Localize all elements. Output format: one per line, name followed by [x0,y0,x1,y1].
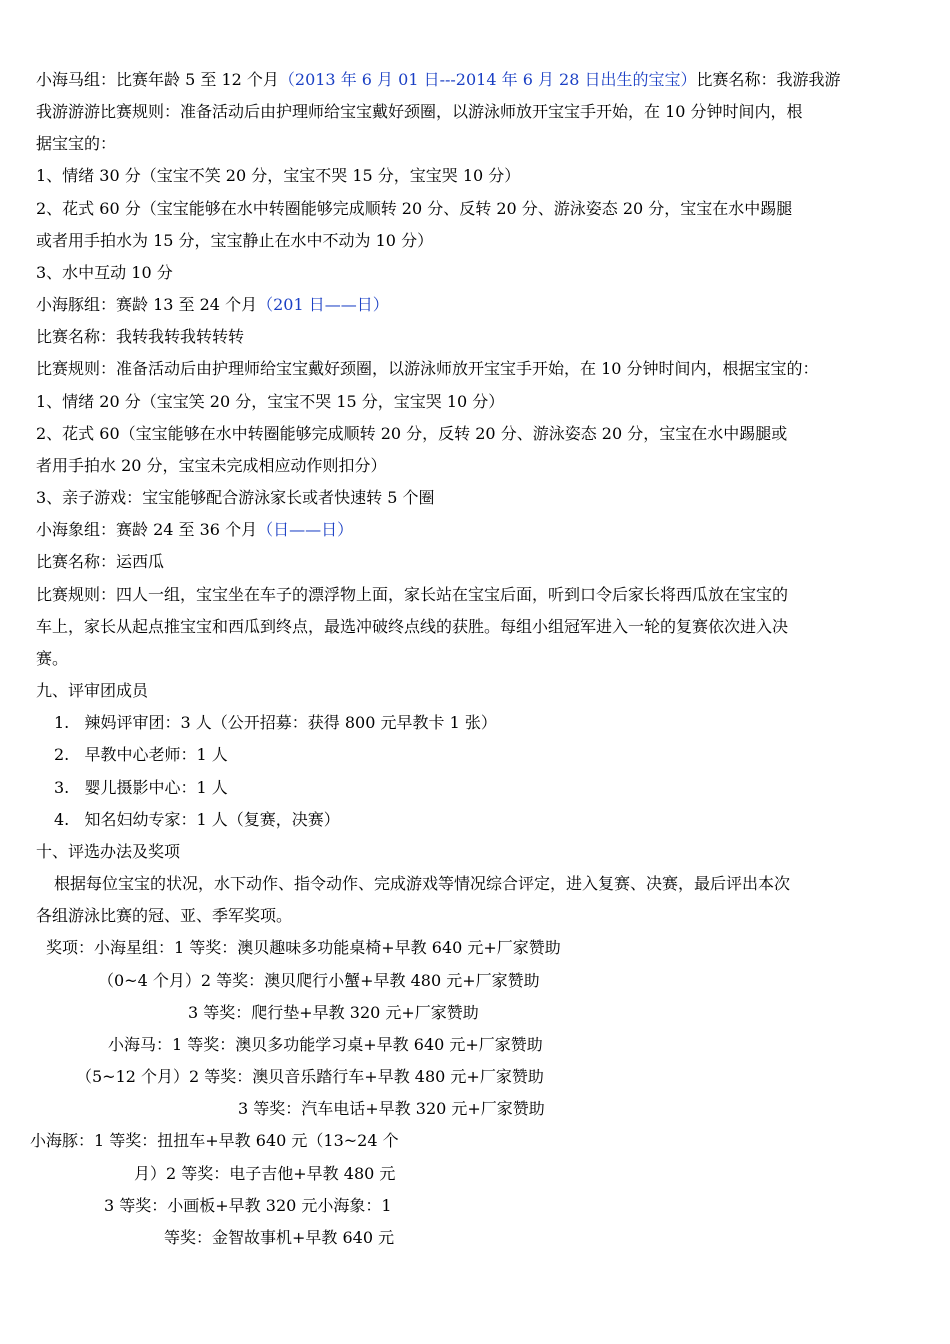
prize-dolphin-3rd: 3 等奖：小画板+早教 320 元小海象：1 [104,1196,392,1215]
section-10-heading: 十、评选办法及奖项 [36,842,181,861]
walrus-competition-name: 比赛名称：运西瓜 [36,552,165,571]
dolphin-style-score: 2、花式 60（宝宝能够在水中转圈能够完成顺转 20 分，反转 20 分、游泳姿态 20 分，宝宝在水中踢腿或 [36,424,788,443]
walrus-rules-continuation: 车上，家长从起点推宝宝和西瓜到终点，最选冲破终点线的获胜。每组小组冠军进入一轮的复赛依次进入决 [36,617,789,636]
section-9-heading: 九、评审团成员 [36,681,149,700]
jury-item-3: 3. 婴儿摄影中心：1 人 [54,778,228,797]
dolphin-group-text: 小海豚组：赛龄 13 至 24 个月 [36,295,258,314]
walrus-group-text: 小海象组：赛龄 24 至 36 个月 [36,520,258,539]
prize-starfish-1st: 奖项：小海星组：1 等奖：澳贝趣味多功能桌椅+早教 640 元+厂家赞助 [46,938,561,957]
prize-starfish-2nd: （0~4 个月）2 等奖：澳贝爬行小蟹+早教 480 元+厂家赞助 [98,971,540,990]
jury-item-1: 1. 辣妈评审团：3 人（公开招募：获得 800 元早教卡 1 张） [54,713,497,732]
dolphin-competition-name: 比赛名称：我转我转我转转转 [36,327,245,346]
seahorse-emotion-score: 1、情绪 30 分（宝宝不笑 20 分，宝宝不哭 15 分，宝宝哭 10 分） [36,166,521,185]
prize-seahorse-1st: 小海马：1 等奖：澳贝多功能学习桌+早教 640 元+厂家赞助 [108,1035,543,1054]
prize-starfish-3rd: 3 等奖：爬行垫+早教 320 元+厂家赞助 [188,1003,479,1022]
dolphin-emotion-score: 1、情绪 20 分（宝宝笑 20 分，宝宝不哭 15 分，宝宝哭 10 分） [36,392,505,411]
seahorse-group-text: 小海马组：比赛年龄 5 至 12 个月 [36,70,279,89]
dolphin-style-score-continuation: 者用手拍水 20 分，宝宝未完成相应动作则扣分） [36,456,387,475]
prize-dolphin-2nd: 月）2 等奖：电子吉他+早教 480 元 [134,1164,396,1183]
walrus-group-dates: （日——日） [257,520,354,539]
jury-item-4: 4. 知名妇幼专家：1 人（复赛，决赛） [54,810,340,829]
jury-item-2: 2. 早教中心老师：1 人 [54,745,228,764]
prize-dolphin-1st: 小海豚：1 等奖：扭扭车+早教 640 元（13~24 个 [30,1131,399,1150]
seahorse-competition-name: 比赛名称：我游我游 [696,70,841,89]
seahorse-style-score-continuation: 或者用手拍水为 15 分，宝宝静止在水中不动为 10 分） [36,231,434,250]
walrus-group-line [36,520,353,540]
dolphin-group-line [36,295,389,315]
seahorse-style-score: 2、花式 60 分（宝宝能够在水中转圈能够完成顺转 20 分、反转 20 分、游泳姿态 20 分，宝宝在水中踢腿 [36,199,793,218]
seahorse-group-line [36,70,841,90]
evaluation-method-continuation: 各组游泳比赛的冠、亚、季军奖项。 [36,906,293,925]
dolphin-parent-game: 3、亲子游戏：宝宝能够配合游泳家长或者快速转 5 个圈 [36,488,435,507]
prize-seahorse-3rd: 3 等奖：汽车电话+早教 320 元+厂家赞助 [238,1099,545,1118]
prize-seahorse-2nd: （5~12 个月）2 等奖：澳贝音乐踏行车+早教 480 元+厂家赞助 [76,1067,544,1086]
seahorse-interaction-score: 3、水中互动 10 分 [36,263,173,282]
walrus-rules: 比赛规则：四人一组，宝宝坐在车子的漂浮物上面，家长站在宝宝后面，听到口令后家长将西瓜放在宝宝的 [36,585,789,604]
seahorse-rules-line: 我游游游比赛规则：准备活动后由护理师给宝宝戴好颈圈，以游泳师放开宝宝手开始，在 10 分钟时间内，根 [36,102,803,121]
dolphin-rules: 比赛规则：准备活动后由护理师给宝宝戴好颈圈，以游泳师放开宝宝手开始，在 10 分钟时间内，根据宝宝的： [36,359,819,378]
walrus-rules-end: 赛。 [36,649,69,668]
seahorse-group-dates: （2013 年 6 月 01 日---2014 年 6 月 28 日出生的宝宝） [278,70,697,89]
dolphin-group-dates: （201 日——日） [257,295,389,314]
seahorse-rules-continuation: 据宝宝的： [36,134,117,153]
evaluation-method: 根据每位宝宝的状况，水下动作、指令动作、完成游戏等情况综合评定，进入复赛、决赛，最后评出本次 [54,874,791,893]
prize-walrus-1st: 等奖：金智故事机+早教 640 元 [164,1228,395,1247]
